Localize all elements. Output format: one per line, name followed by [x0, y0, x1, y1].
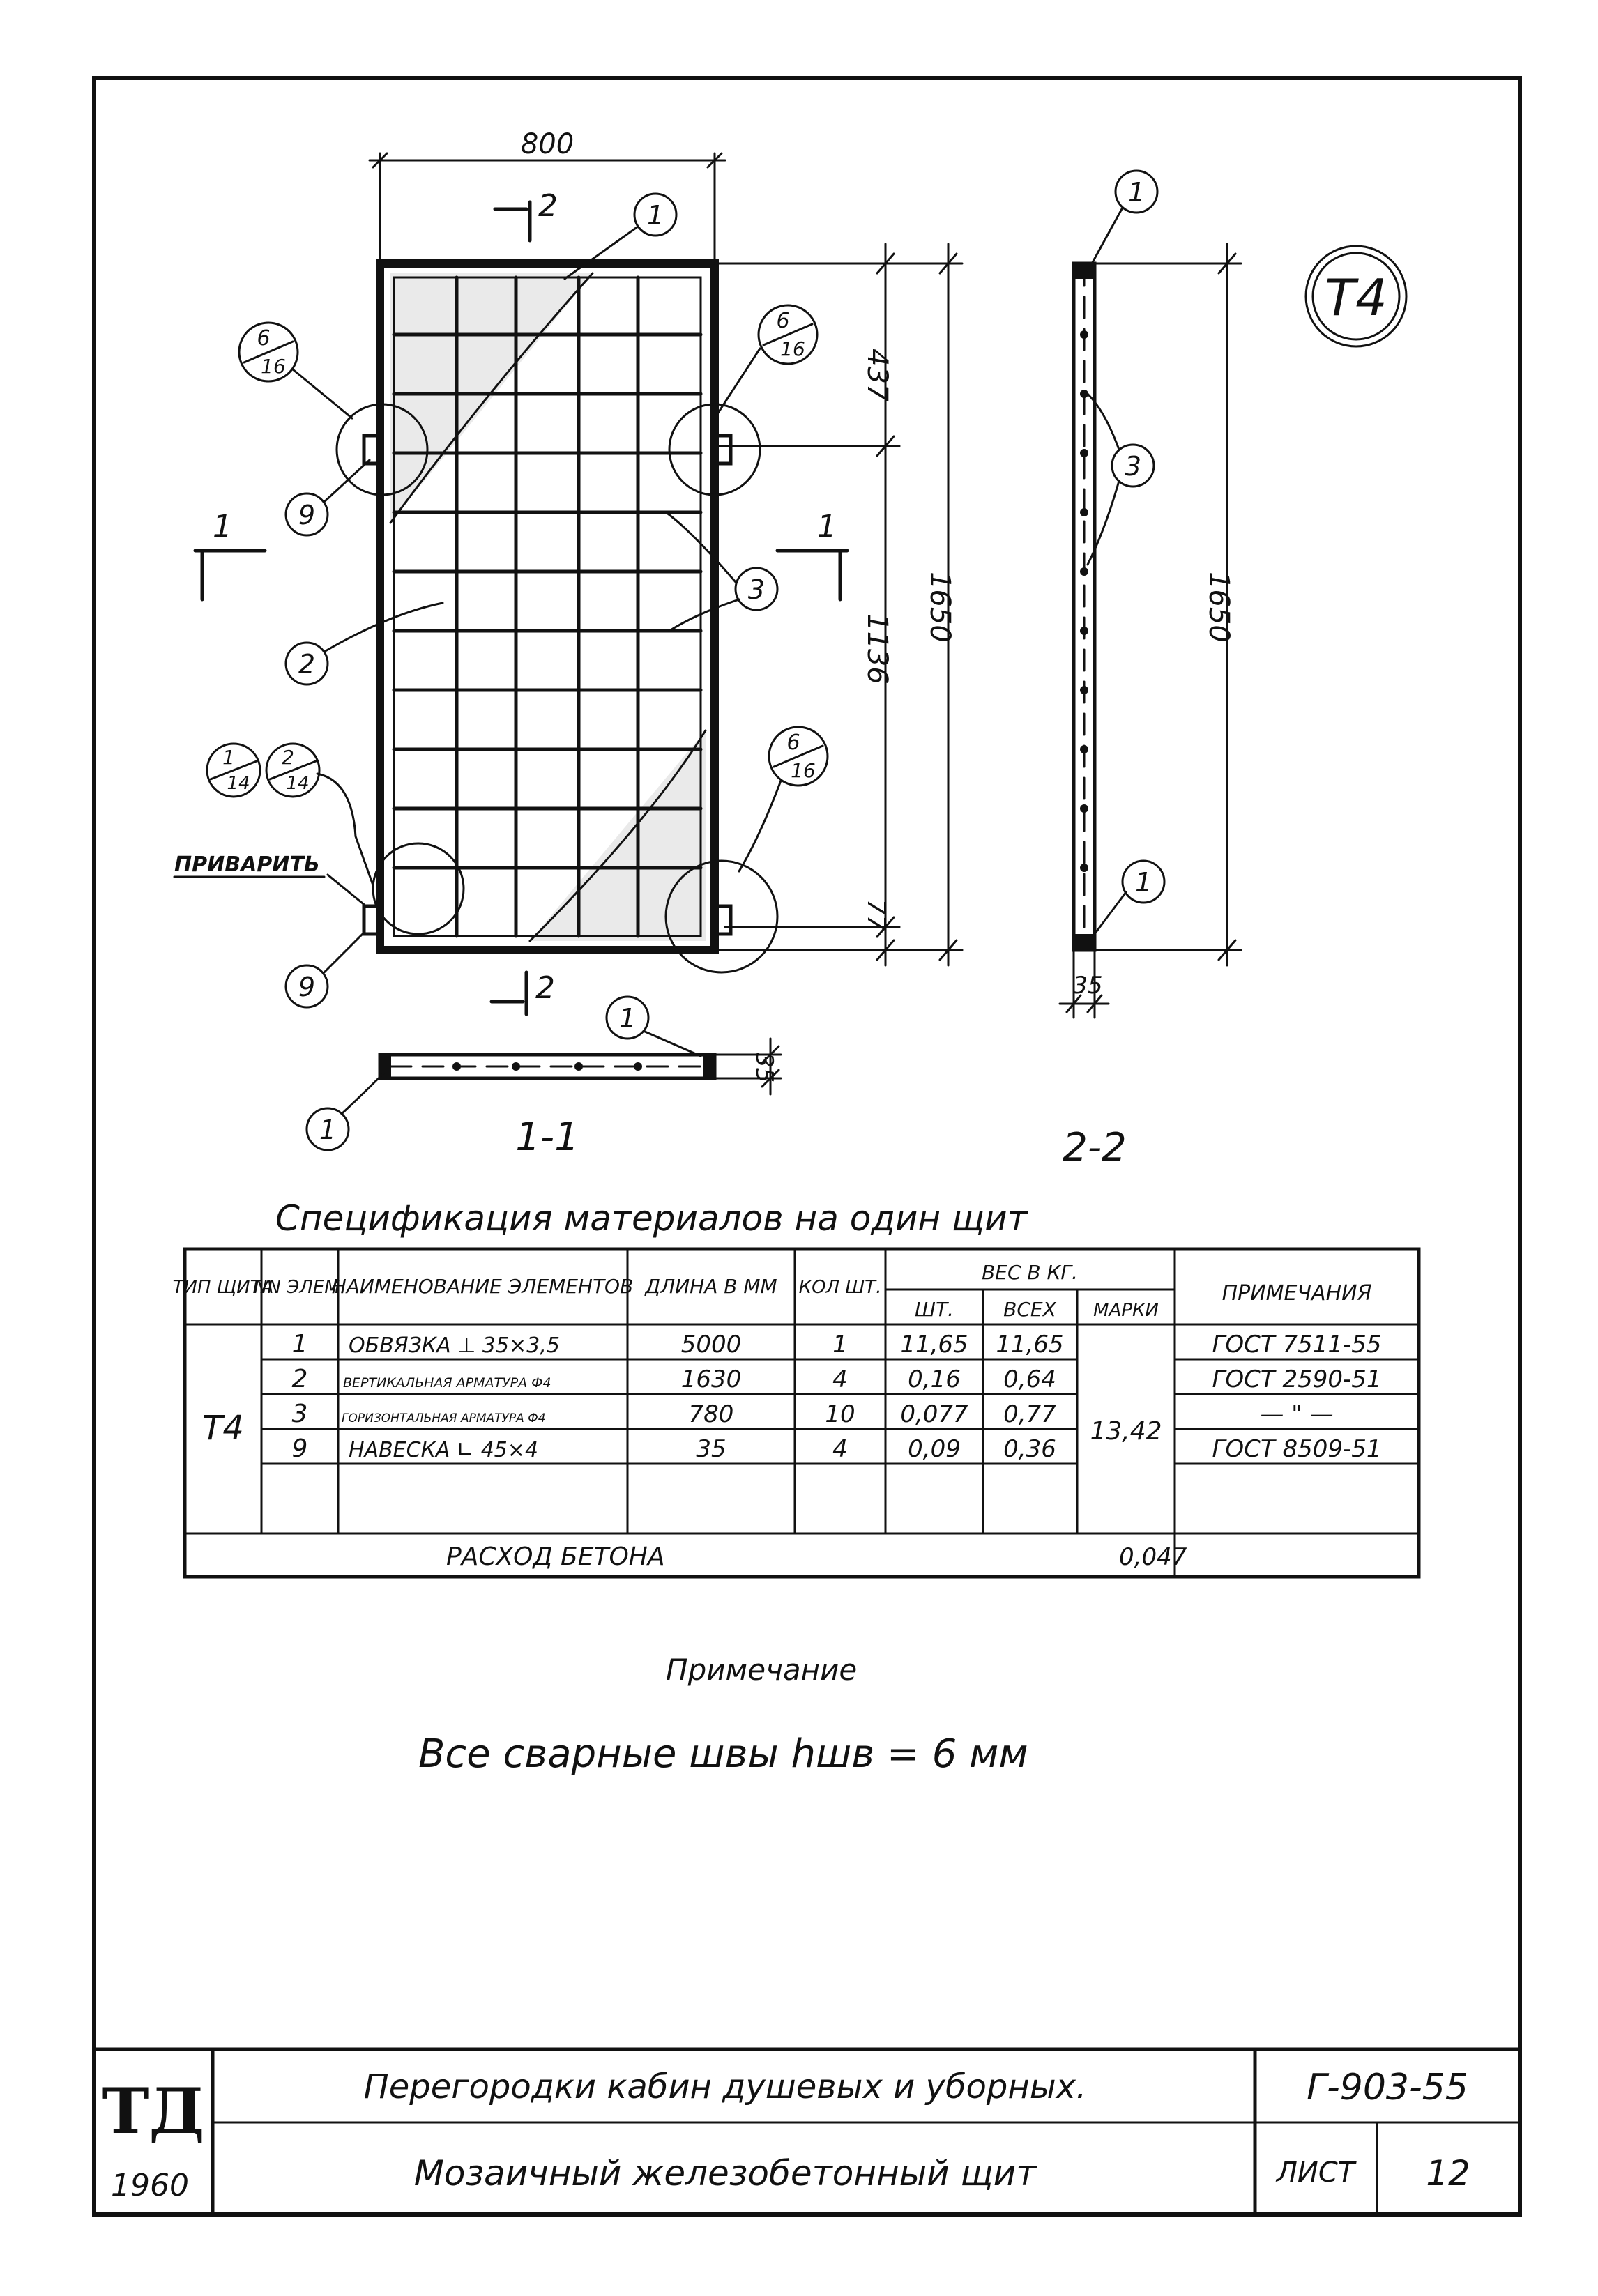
hdr-notes: ПРИМЕЧАНИЯ	[1222, 1281, 1372, 1306]
leader-3-side-a	[1088, 394, 1119, 450]
dim-top-part: 437	[861, 349, 893, 402]
general-note	[418, 1653, 1028, 1777]
cell-length: 780	[688, 1400, 734, 1428]
leader-9-bottom	[324, 934, 363, 972]
callout-1-side-top-label: 1	[1127, 177, 1146, 208]
title-block	[94, 2049, 1520, 2214]
cut-2-top	[495, 202, 530, 240]
hdr-w-all: ВСЕХ	[1003, 1298, 1056, 1321]
leader-1-sec-left	[342, 1073, 383, 1114]
title-line-1: Перегородки кабин душевых и уборных.	[363, 2067, 1087, 2106]
hdr-type: ТИП ЩИТА	[172, 1277, 274, 1298]
cell-name: ГОРИЗОНТАЛЬНАЯ АРМАТУРА Ф4	[342, 1411, 546, 1425]
node-6-16-bottom-sheet: 16	[791, 759, 816, 782]
node-6-16-right-num: 6	[776, 309, 790, 333]
callout-1-sec-left-label: 1	[319, 1115, 337, 1145]
concrete-bottom-right	[530, 730, 706, 941]
node-1-14-num: 1	[222, 746, 235, 769]
cell-note: ГОСТ 2590-51	[1212, 1365, 1382, 1393]
cell-w-all: 0,36	[1003, 1435, 1056, 1463]
cut-2-bottom-label: 2	[535, 970, 555, 1006]
note-title: Примечание	[666, 1653, 858, 1687]
cut-2-bottom	[492, 972, 526, 1014]
cell-qty: 4	[832, 1435, 848, 1463]
cell-w-unit: 0,09	[908, 1435, 961, 1463]
node-2-14-num: 2	[282, 746, 294, 769]
section-1-1-frame-right	[703, 1055, 715, 1078]
cell-mark-weight: 13,42	[1090, 1417, 1162, 1446]
leader-1-side-bottom	[1095, 892, 1126, 934]
cell-qty: 1	[832, 1331, 848, 1359]
cell-length: 35	[696, 1435, 726, 1463]
section-1-1	[307, 997, 781, 1160]
concrete-value: 0,047	[1119, 1543, 1187, 1571]
side-dim-height-value: 1650	[1203, 572, 1235, 643]
leader-1-top	[565, 227, 638, 279]
leader-nodes-14	[317, 774, 373, 885]
cut-1-left-label: 1	[213, 509, 232, 544]
cell-w-all: 0,77	[1003, 1400, 1056, 1428]
cell-w-unit: 11,65	[900, 1331, 968, 1359]
cell-name: ВЕРТИКАЛЬНАЯ АРМАТУРА Ф4	[343, 1375, 551, 1391]
hdr-num: NN ЭЛЕМ.	[254, 1277, 346, 1298]
hdr-weight: ВЕС В КГ.	[982, 1261, 1078, 1284]
spec-title: Спецификация материалов на один щит	[275, 1198, 1028, 1239]
year: 1960	[111, 2168, 189, 2203]
leader-1-sec-right	[645, 1032, 701, 1056]
cut-2-top-label: 2	[538, 188, 558, 224]
cell-w-all: 11,65	[996, 1331, 1064, 1359]
concrete-label: РАСХОД БЕТОНА	[446, 1543, 665, 1571]
project-code: Г-903-55	[1307, 2067, 1468, 2109]
callout-9-bottom-label: 9	[298, 972, 316, 1002]
callout-1-top-label: 1	[646, 200, 664, 231]
cell-w-unit: 0,077	[900, 1400, 968, 1428]
sheet-frame	[94, 78, 1520, 2214]
dim-width-value: 800	[520, 128, 574, 160]
callout-3-side-label: 3	[1124, 451, 1142, 482]
cell-note: ГОСТ 7511-55	[1212, 1331, 1382, 1359]
weld-note-leader	[328, 875, 366, 906]
callout-3-front-label: 3	[747, 574, 766, 605]
cell-qty: 4	[832, 1365, 848, 1393]
cell-num: 9	[291, 1434, 308, 1463]
section-1-1-rebar-dots	[452, 1062, 642, 1071]
cell-name: ОБВЯЗКА ⊥ 35×3,5	[349, 1333, 560, 1358]
cell-w-all: 0,64	[1003, 1365, 1056, 1393]
node-6-16-bottom-num: 6	[786, 730, 800, 755]
leader-3-front-b	[669, 599, 739, 631]
cut-1-left	[195, 551, 265, 599]
cut-1-right	[777, 551, 847, 599]
front-view	[174, 128, 962, 1014]
cut-1-right-label: 1	[817, 509, 837, 544]
mark-label: Т4	[1325, 268, 1387, 327]
callout-1-sec-right-label: 1	[618, 1003, 637, 1034]
hdr-w-unit: ШТ.	[915, 1298, 954, 1321]
dim-height-total: 1650	[924, 572, 956, 643]
weld-note: ПРИВАРИТЬ	[174, 852, 320, 877]
title-line-2: Мозаичный железобетонный щит	[413, 2153, 1037, 2194]
callout-2-front-label: 2	[298, 649, 316, 680]
side-view	[1060, 171, 1406, 1170]
section-1-1-label: 1-1	[515, 1115, 579, 1160]
cell-num: 3	[291, 1400, 308, 1428]
dim-bottom-part: 77	[862, 899, 890, 931]
spec-row	[292, 1434, 1382, 1463]
hdr-qty: КОЛ ШТ.	[798, 1277, 882, 1298]
leader-6-16-left	[293, 369, 352, 418]
node-2-14-sheet: 14	[286, 773, 310, 794]
node-1-14-sheet: 14	[227, 773, 250, 794]
callout-9-top-label: 9	[298, 500, 316, 530]
leader-6-16-bottom	[739, 781, 781, 871]
spec-row	[292, 1330, 1382, 1359]
cell-type: Т4	[202, 1409, 244, 1448]
leader-3-side-b	[1088, 481, 1119, 565]
note-text: Все сварные швы hшв = 6 мм	[418, 1731, 1028, 1777]
spec-row	[292, 1400, 1334, 1428]
dim-middle-part: 1136	[861, 613, 893, 684]
node-6-16-right-sheet: 16	[780, 337, 805, 360]
leader-1-side-top	[1091, 208, 1123, 265]
side-frame-bottom	[1074, 934, 1095, 949]
concrete-top-left	[390, 273, 593, 523]
cell-length: 1630	[680, 1365, 742, 1393]
cell-qty: 10	[825, 1400, 855, 1428]
section-1-1-dim-value: 35	[750, 1053, 778, 1083]
logo: ТД	[102, 2074, 205, 2148]
section-2-2-label: 2-2	[1063, 1125, 1127, 1170]
hdr-name: НАИМЕНОВАНИЕ ЭЛЕМЕНТОВ	[331, 1275, 634, 1298]
node-6-16-left-sheet: 16	[261, 355, 286, 378]
spec-row	[292, 1365, 1382, 1393]
cell-num: 1	[291, 1330, 308, 1359]
sheet-label: ЛИСТ	[1276, 2157, 1355, 2189]
cell-length: 5000	[680, 1331, 742, 1359]
cell-name: НАВЕСКА ∟ 45×4	[349, 1438, 538, 1462]
cell-note: ГОСТ 8509-51	[1212, 1435, 1382, 1463]
cell-num: 2	[291, 1365, 308, 1393]
leader-6-16-right	[715, 349, 760, 418]
hdr-w-mark: МАРКИ	[1093, 1300, 1159, 1321]
sheet-number: 12	[1426, 2153, 1470, 2194]
leader-9-top	[324, 460, 370, 502]
spec-table	[173, 1198, 1419, 1577]
cell-w-unit: 0,16	[908, 1365, 961, 1393]
cell-note: — " —	[1260, 1400, 1334, 1428]
hdr-length: ДЛИНА В ММ	[645, 1275, 777, 1298]
callout-1-side-bottom-label: 1	[1134, 867, 1152, 898]
side-dim-thickness-value: 35	[1072, 972, 1103, 1000]
node-6-16-left-num: 6	[257, 326, 271, 351]
